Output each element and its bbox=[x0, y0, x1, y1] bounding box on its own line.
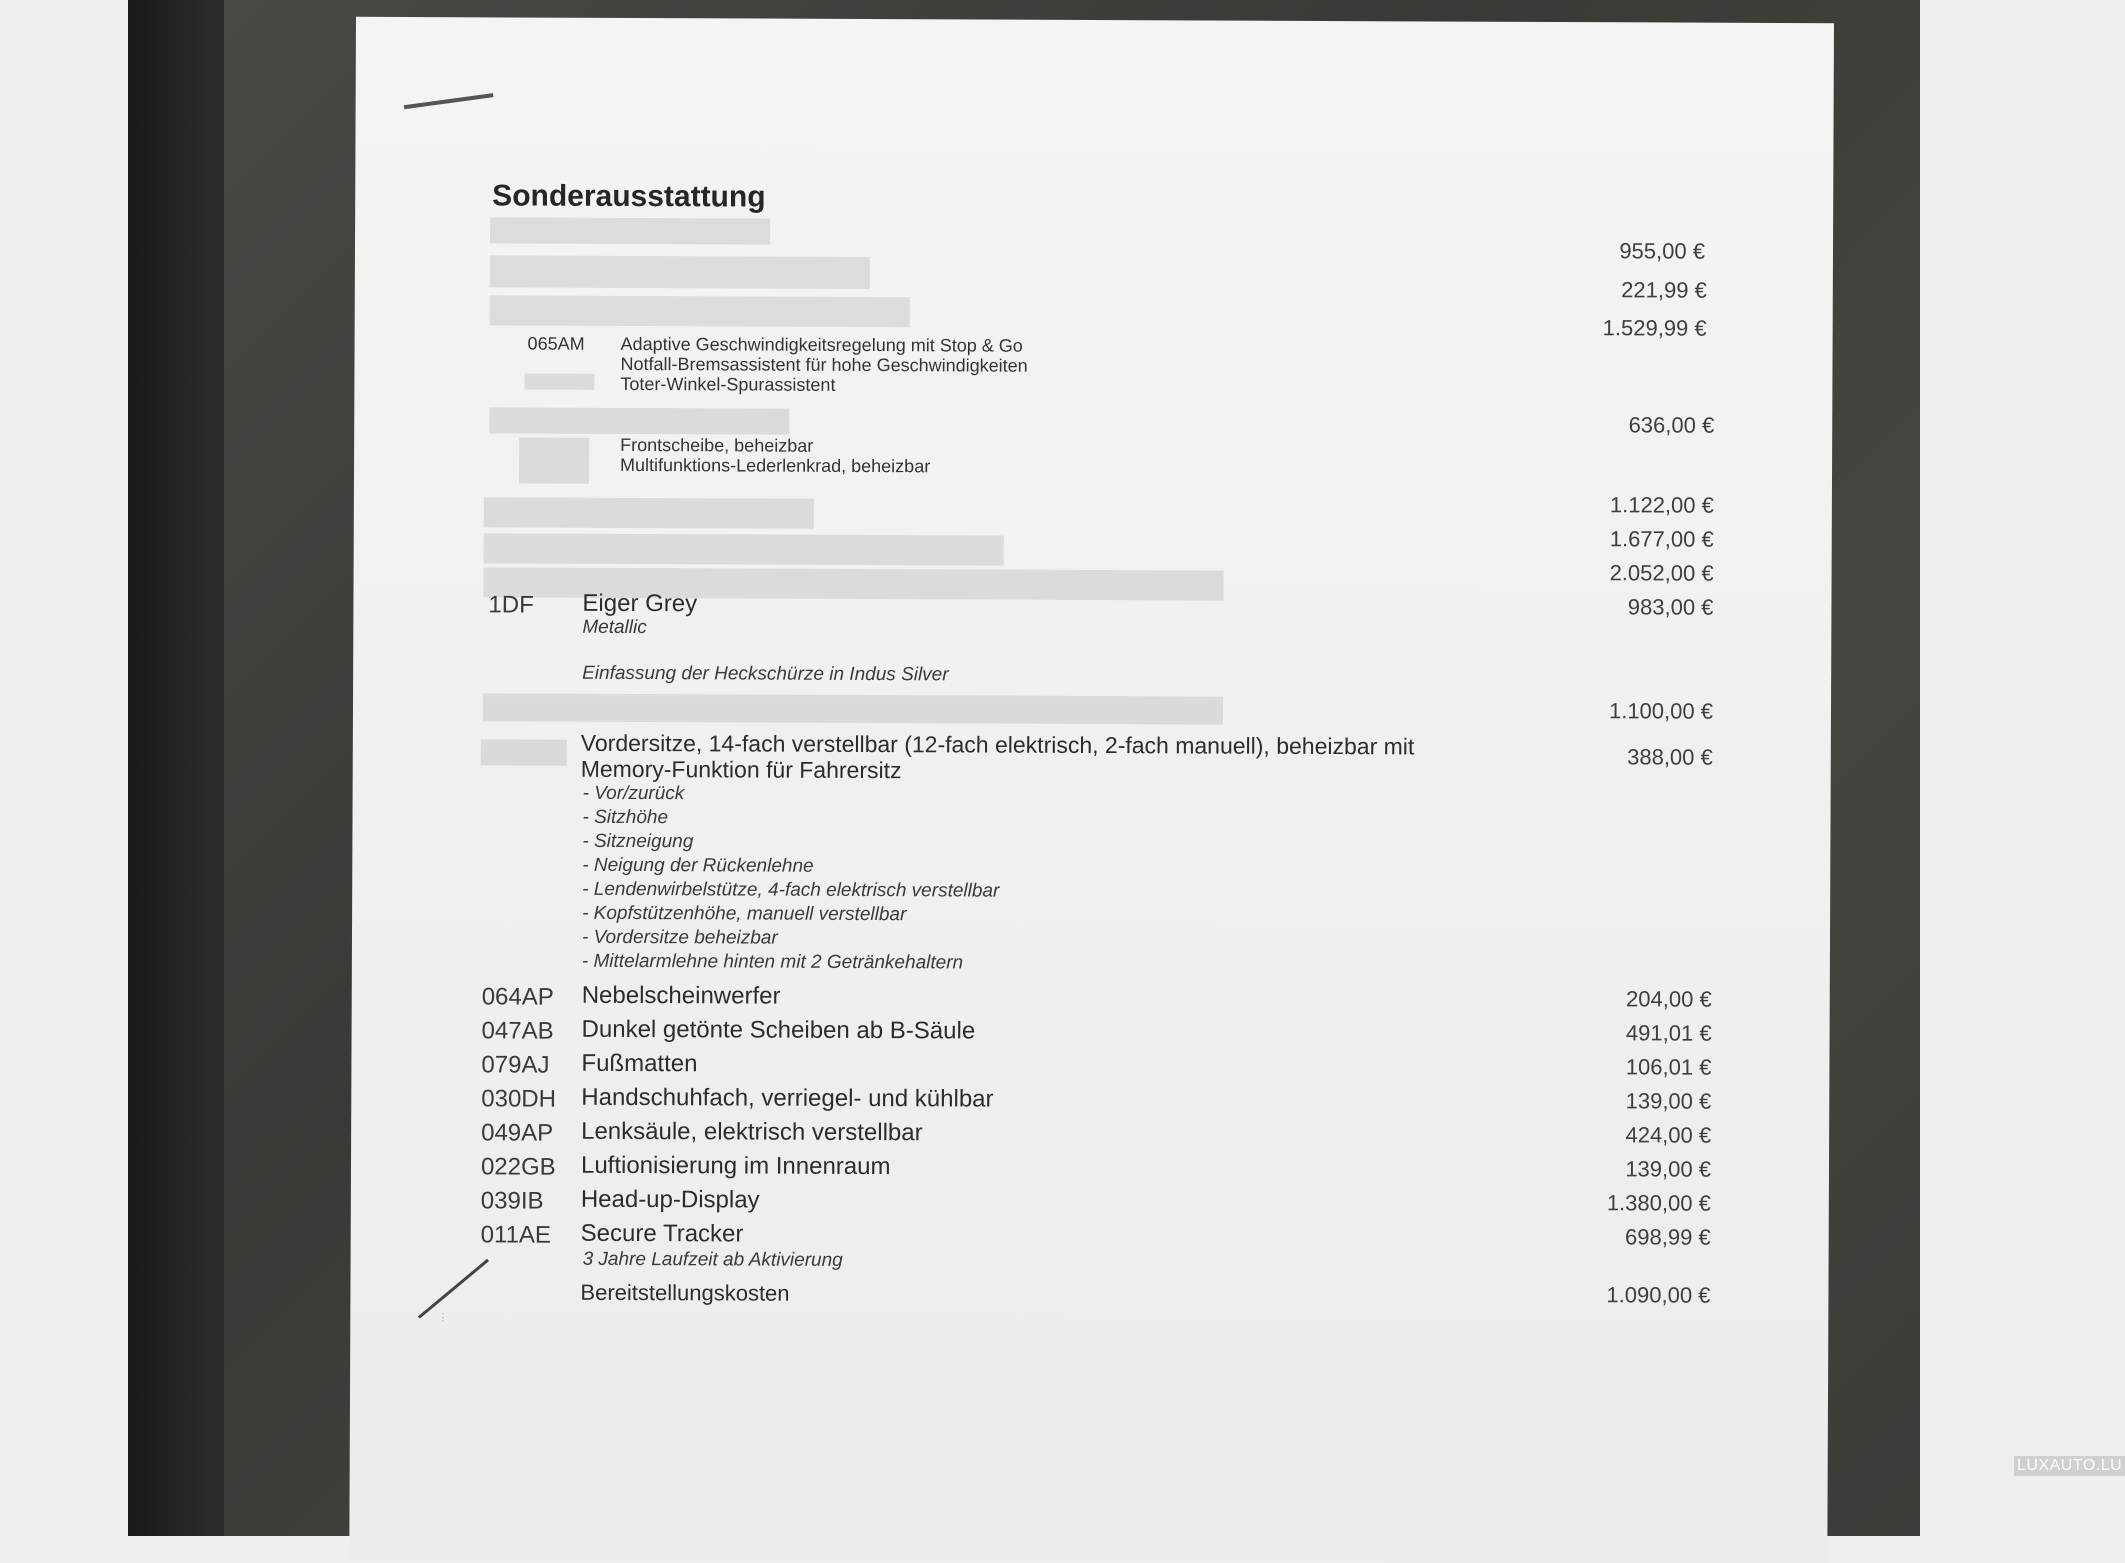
price: 1.677,00 € bbox=[1609, 526, 1714, 552]
item-code: 065AM bbox=[527, 333, 585, 354]
item-code: 064AP bbox=[481, 983, 554, 1011]
price: 1.122,00 € bbox=[1609, 492, 1714, 518]
item-desc: Secure Tracker bbox=[580, 1219, 744, 1248]
feature-line: Frontscheibe, beheizbar bbox=[620, 434, 814, 456]
item-code: 022GB bbox=[480, 1153, 556, 1181]
seat-feature: - Vordersitze beheizbar bbox=[581, 926, 778, 949]
document-title: Sonderausstattung bbox=[492, 179, 766, 214]
feature-line: Adaptive Geschwindigkeitsregelung mit Stop & Go bbox=[620, 333, 1023, 356]
margin-note: ... bbox=[435, 1311, 446, 1323]
pen-stroke bbox=[418, 1259, 489, 1319]
provision-desc: Bereitstellungskosten bbox=[580, 1279, 790, 1306]
price: 424,00 € bbox=[1625, 1122, 1712, 1148]
redacted-block bbox=[490, 295, 910, 327]
redacted-block bbox=[484, 497, 814, 528]
price: 983,00 € bbox=[1627, 594, 1714, 620]
seat-feature: - Neigung der Rückenlehne bbox=[582, 854, 814, 877]
redacted-block bbox=[490, 255, 870, 289]
price: 1.090,00 € bbox=[1606, 1282, 1711, 1308]
price: 1.100,00 € bbox=[1608, 698, 1714, 724]
seat-feature: - Vor/zurück bbox=[582, 782, 685, 805]
seats-line: Memory-Funktion für Fahrersitz bbox=[580, 755, 902, 784]
paint-name: Eiger Grey bbox=[582, 589, 698, 618]
price: 106,01 € bbox=[1625, 1054, 1712, 1080]
photo-background bbox=[128, 0, 2123, 1536]
redacted-block bbox=[519, 437, 589, 483]
item-desc: Head-up-Display bbox=[580, 1185, 760, 1214]
redacted-block bbox=[524, 374, 594, 390]
item-code: 049AP bbox=[481, 1119, 554, 1147]
price: 2.052,00 € bbox=[1609, 560, 1714, 586]
seat-feature: - Sitzneigung bbox=[582, 830, 694, 853]
item-code: 030DH bbox=[481, 1085, 557, 1113]
price: 204,00 € bbox=[1626, 986, 1712, 1012]
item-desc: Lenksäule, elektrisch verstellbar bbox=[581, 1117, 923, 1147]
seat-feature: - Mittelarmlehne hinten mit 2 Getränkehaltern bbox=[581, 950, 964, 974]
item-code: 011AE bbox=[480, 1221, 552, 1249]
seat-feature: - Lendenwirbelstütze, 4-fach elektrisch verstellbar bbox=[582, 878, 1000, 902]
redacted-block bbox=[484, 533, 1004, 565]
item-desc: Handschuhfach, verriegel- und kühlbar bbox=[581, 1083, 994, 1113]
price: 698,99 € bbox=[1625, 1224, 1711, 1250]
tracker-note: 3 Jahre Laufzeit ab Aktivierung bbox=[582, 1248, 843, 1271]
redacted-block bbox=[483, 693, 1223, 724]
item-code: 079AJ bbox=[481, 1051, 550, 1079]
trim-note: Einfassung der Heckschürze in Indus Silver bbox=[582, 662, 949, 686]
redacted-block bbox=[490, 217, 770, 244]
redacted-block bbox=[489, 407, 789, 434]
item-desc: Dunkel getönte Scheiben ab B-Säule bbox=[581, 1015, 976, 1045]
item-code: 047AB bbox=[481, 1017, 554, 1045]
price: 491,01 € bbox=[1625, 1020, 1712, 1046]
item-desc: Nebelscheinwerfer bbox=[581, 981, 781, 1010]
price: 1.529,99 € bbox=[1602, 315, 1707, 341]
feature-line: Multifunktions-Lederlenkrad, beheizbar bbox=[620, 454, 931, 477]
seats-line: Vordersitze, 14-fach verstellbar (12-fach elektrisch, 2-fach manuell), beheizbar mit bbox=[580, 729, 1415, 760]
redacted-block bbox=[481, 739, 567, 765]
price: 139,00 € bbox=[1625, 1156, 1712, 1182]
pen-mark bbox=[404, 93, 494, 109]
seat-feature: - Sitzhöhe bbox=[582, 806, 669, 829]
price: 388,00 € bbox=[1627, 744, 1713, 770]
price: 139,00 € bbox=[1625, 1088, 1712, 1114]
price: 955,00 € bbox=[1619, 238, 1706, 264]
item-desc: Luftionisierung im Innenraum bbox=[580, 1151, 891, 1181]
item-code: 1DF bbox=[488, 591, 534, 619]
document-sheet bbox=[349, 17, 1834, 1563]
paint-finish: Metallic bbox=[582, 616, 647, 639]
price: 636,00 € bbox=[1628, 412, 1715, 438]
feature-line: Notfall-Bremsassistent für hohe Geschwindigkeiten bbox=[620, 353, 1028, 376]
watermark: LUXAUTO.LU bbox=[2014, 1456, 2125, 1476]
item-code: 039IB bbox=[480, 1187, 544, 1215]
price: 1.380,00 € bbox=[1606, 1190, 1711, 1216]
feature-line: Toter-Winkel-Spurassistent bbox=[620, 373, 836, 395]
price: 221,99 € bbox=[1621, 277, 1707, 303]
seat-feature: - Kopfstützenhöhe, manuell verstellbar bbox=[582, 902, 907, 926]
photo-shadow-edge bbox=[128, 0, 224, 1536]
item-desc: Fußmatten bbox=[581, 1049, 698, 1078]
